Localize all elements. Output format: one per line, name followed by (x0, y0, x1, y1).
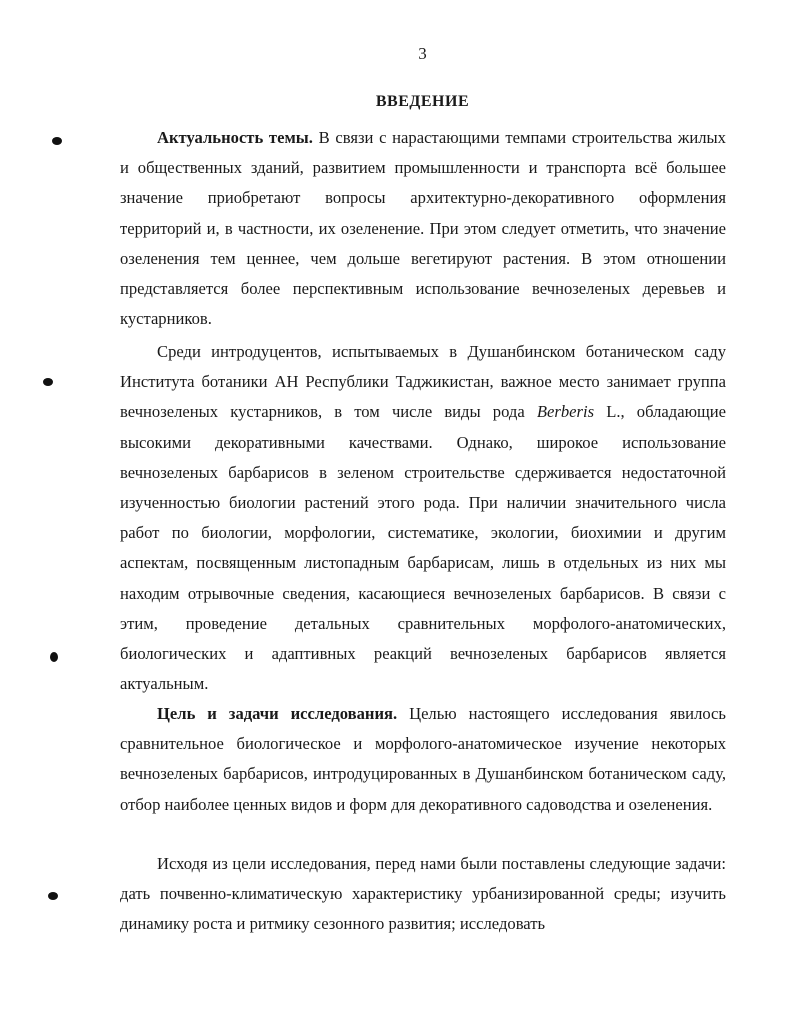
paragraph-relevance (120, 123, 726, 334)
paragraph-text: Исходя из цели исследования, перед нами были поставлены следующие задачи: дать почвенно-климатическую характеристику урбанизированной среды; изучить динамику роста и ритмику сезонного развития; исследовать (120, 854, 726, 934)
paragraph-term: Цель и задачи исследования. (157, 704, 398, 723)
latin-genus-name: Berberis (536, 402, 595, 422)
paragraph-tasks (120, 849, 726, 940)
paragraph-term: Актуальность темы. (157, 128, 313, 147)
page-number: 3 (418, 44, 427, 63)
scan-mark (50, 652, 58, 662)
section-heading: ВВЕДЕНИЕ (375, 93, 470, 110)
scan-mark (52, 137, 62, 145)
scan-mark (48, 892, 58, 900)
paragraph-text: Целью настоящего исследования явилось сравнительное биологическое и морфолого-анатомическое изучение некоторых вечнозеленых барбарисов, интродуцированных в Душанбинском ботаническом саду, отбор наиболее ценных видов и форм для декоративного садоводства и озеленения. (120, 704, 726, 814)
paragraph-text: В связи с нарастающими темпами строительства жилых и общественных зданий, развитием промышленности и транспорта всё большее значение приобретают вопросы архитектурно-декоративного оформления территорий и, в частности, их озеленение. При этом следует отметить, что значение озеленения тем ценнее, чем дольше вегетируют растения. В этом отношении представляется более перспективным использование вечнозеленых деревьев и кустарников. (120, 128, 726, 329)
paragraph-goals (120, 699, 726, 820)
paragraph-introduced-species (120, 337, 726, 699)
paragraph-text: L., обладающие высокими декоративными качествами. Однако, широкое использование вечнозеленых барбарисов в зеленом строительстве сдерживается недостаточной изученностью биологии растений этого рода. При наличии значительного числа работ по биологии, морфологии, систематике, экологии, биохимии и другим аспектам, посвященным листопадным барбарисам, лишь в отдельных из них мы находим отрывочные сведения, касающиеся вечнозеленых барбарисов. В связи с этим, проведение детальных сравнительных морфолого-анатомических, биологических и адаптивных реакций вечнозеленых барбарисов является актуальным. (120, 402, 726, 694)
paragraph-text: Среди интродуцентов, испытываемых в Душанбинском ботаническом саду Института ботаники АН Республики Таджикистан, важное место занимает группа вечнозеленых кустарников, в том числе виды рода (120, 342, 726, 422)
scan-mark (43, 378, 53, 386)
